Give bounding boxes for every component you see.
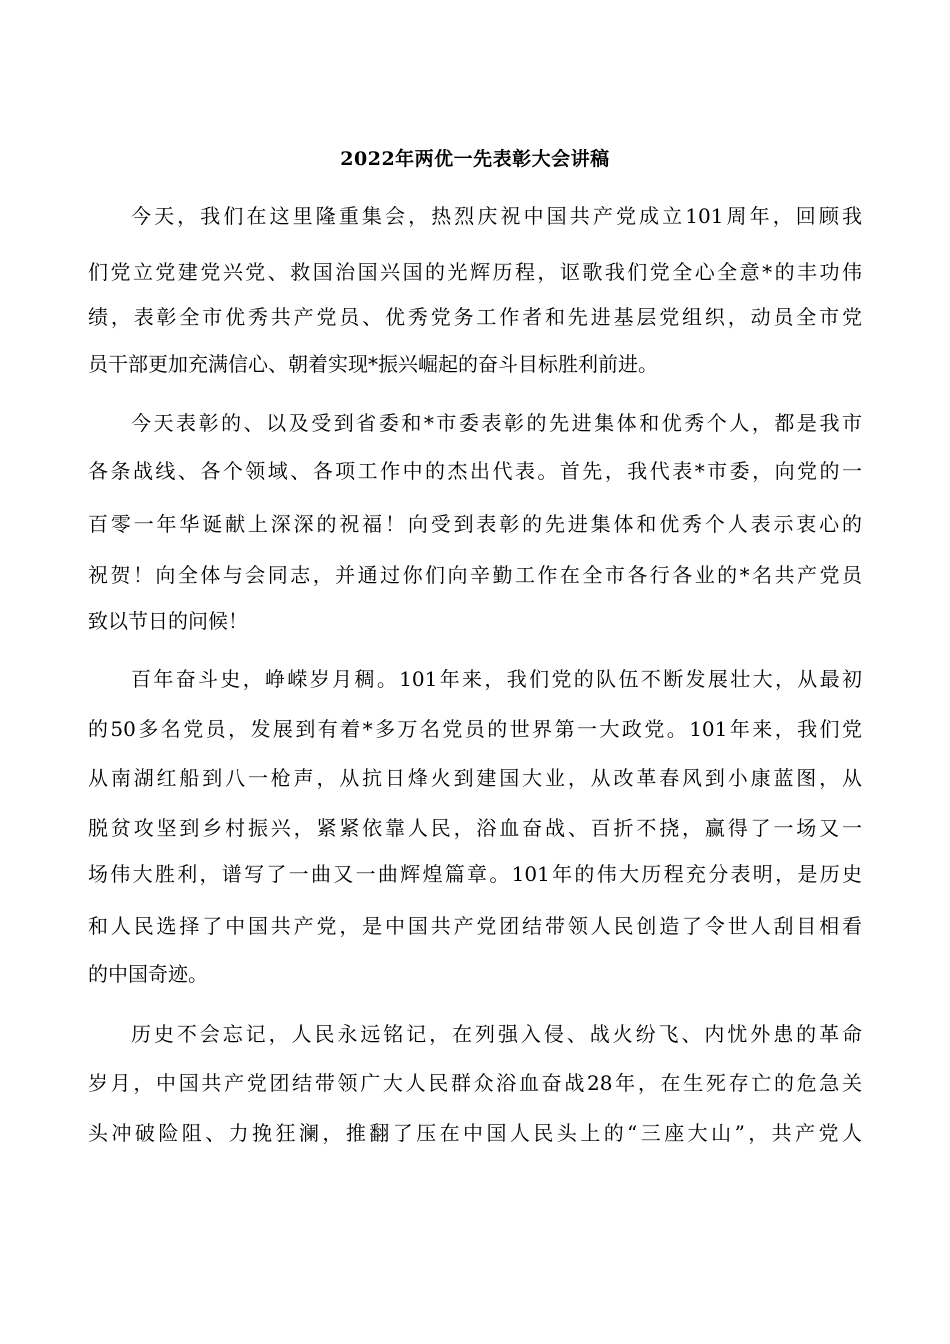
paragraph-4-line-2: 岁月，中国共产党团结带领广大人民群众浴血奋战28年，在生死存亡的危急关	[88, 1071, 862, 1095]
paragraph-2-line-4: 祝贺！向全体与会同志，并通过你们向辛勤工作在全市各行各业的*名共产党员	[88, 563, 862, 587]
paragraph-3-line-2: 的50多名党员，发展到有着*多万名党员的世界第一大政党。101年来，我们党	[88, 717, 862, 741]
paragraph-3-line-3: 从南湖红船到八一枪声，从抗日烽火到建国大业，从改革春风到小康蓝图，从	[88, 766, 862, 790]
paragraph-2-line-5: 致以节日的问候！	[88, 609, 248, 633]
paragraph-3-line-1: 百年奋斗史，峥嵘岁月稠。101年来，我们党的队伍不断发展壮大，从最初	[131, 667, 862, 691]
paragraph-4-line-1: 历史不会忘记，人民永远铭记，在列强入侵、战火纷飞、内忧外患的革命	[131, 1022, 862, 1046]
paragraph-1-line-2: 们党立党建党兴党、救国治国兴国的光辉历程，讴歌我们党全心全意*的丰功伟	[88, 260, 862, 284]
document-title: 2022年两优一先表彰大会讲稿	[340, 148, 610, 170]
paragraph-3-line-7: 的中国奇迹。	[88, 962, 208, 986]
paragraph-3-line-5: 场伟大胜利，谱写了一曲又一曲辉煌篇章。101年的伟大历程充分表明，是历史	[88, 862, 862, 886]
paragraph-4-line-3: 头冲破险阻、力挽狂澜，推翻了压在中国人民头上的“三座大山”，共产党人	[88, 1121, 862, 1145]
paragraph-2-line-2: 各条战线、各个领域、各项工作中的杰出代表。首先，我代表*市委，向党的一	[88, 459, 862, 483]
paragraph-3-line-4: 脱贫攻坚到乡村振兴，紧紧依靠人民，浴血奋战、百折不挠，赢得了一场又一	[88, 816, 862, 840]
paragraph-2-line-3: 百零一年华诞献上深深的祝福！向受到表彰的先进集体和优秀个人表示衷心的	[88, 512, 862, 536]
paragraph-1-line-1: 今天，我们在这里隆重集会，热烈庆祝中国共产党成立101周年，回顾我	[131, 204, 862, 228]
paragraph-2-line-1: 今天表彰的、以及受到省委和*市委表彰的先进集体和优秀个人，都是我市	[131, 411, 862, 435]
paragraph-1-line-4: 员干部更加充满信心、朝着实现*振兴崛起的奋斗目标胜利前进。	[88, 352, 658, 376]
paragraph-1-line-3: 绩，表彰全市优秀共产党员、优秀党务工作者和先进基层党组织，动员全市党	[88, 305, 862, 329]
paragraph-3-line-6: 和人民选择了中国共产党，是中国共产党团结带领人民创造了令世人刮目相看	[88, 914, 862, 938]
